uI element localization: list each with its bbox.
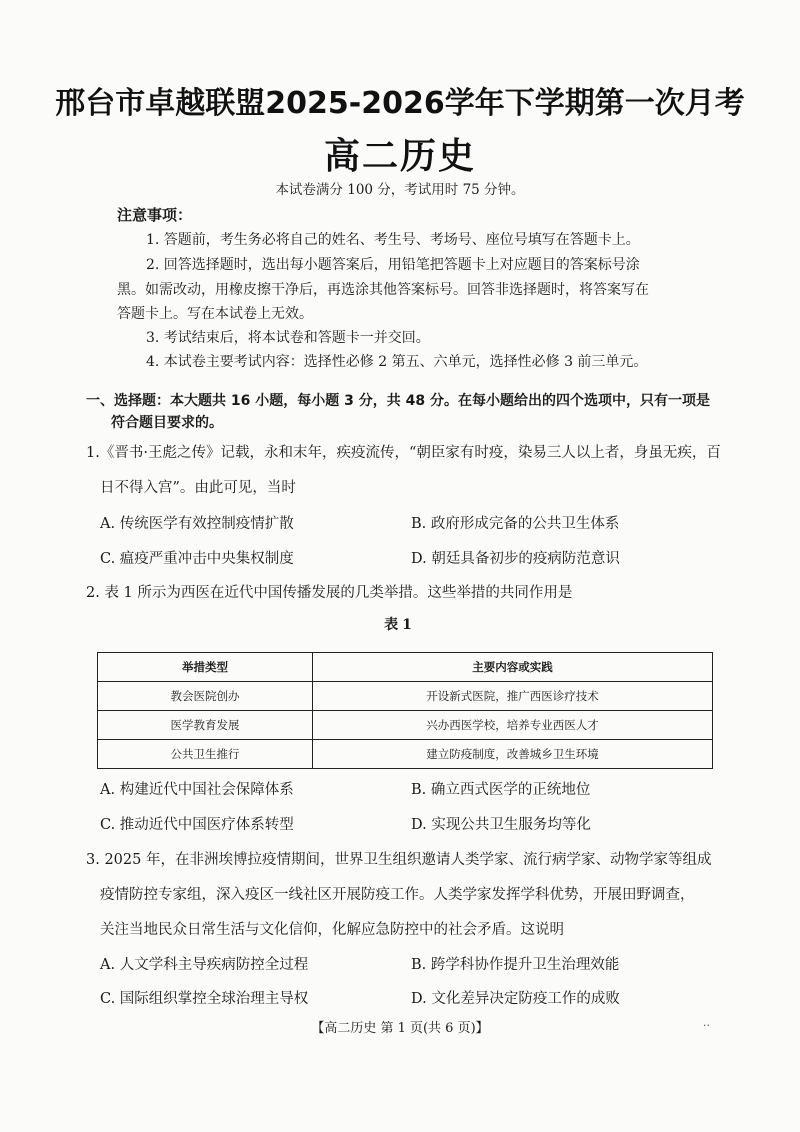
corner-mark: ·· [703,1019,710,1032]
notice-heading: 注意事项： [117,206,193,224]
question-3-option-d: D. 文化差异决定防疫工作的成败 [411,991,620,1007]
question-3-stem: 3. 2025 年，在非洲埃博拉疫情期间，世界卫生组织邀请人类学家、流行病学家、动物学家等组成 [86,852,712,868]
notice-item: 1. 答题前，考生务必将自己的姓名、考生号、考场号、座位号填写在答题卡上。 [146,232,640,248]
table-header-cell: 主要内容或实践 [313,653,713,682]
question-2-option-c: C. 推动近代中国医疗体系转型 [100,817,294,833]
table-cell: 公共卫生推行 [98,740,313,769]
table-row [98,682,713,711]
section-heading-line: 符合题目要求的。 [111,415,223,431]
question-3-stem: 关注当地民众日常生活与文化信仰，化解应急防控中的社会矛盾。这说明 [100,922,564,938]
measures-table [97,652,713,769]
question-3-option-c: C. 国际组织掌控全球治理主导权 [100,991,309,1007]
table-header-cell: 举措类型 [98,653,313,682]
question-3-option-a: A. 人文学科主导疾病防控全过程 [100,957,309,973]
question-2-stem: 2. 表 1 所示为西医在近代中国传播发展的几类举措。这些举措的共同作用是 [86,585,573,601]
table-cell: 开设新式医院，推广西医诊疗技术 [313,682,713,711]
table-header-row [98,653,713,682]
question-2-option-d: D. 实现公共卫生服务均等化 [411,817,591,833]
table-caption: 表1 [384,617,416,633]
score-time-line: 本试卷满分 100 分，考试用时 75 分钟。 [275,182,525,198]
question-1-option-b: B. 政府形成完备的公共卫生体系 [411,516,620,532]
notice-item: 黑。如需改动，用橡皮擦干净后，再选涂其他答案标号。回答非选择题时，将答案写在 [117,282,649,298]
table-cell: 医学教育发展 [98,711,313,740]
table-row [98,711,713,740]
notice-item: 3. 考试结束后，将本试卷和答题卡一并交回。 [146,330,430,346]
question-2-option-a: A. 构建近代中国社会保障体系 [100,782,294,798]
table-row [98,740,713,769]
question-3-option-b: B. 跨学科协作提升卫生治理效能 [411,957,620,973]
question-1-stem: 1.《晋书·王彪之传》记载，永和末年，疾疫流传，“朝臣家有时疫，染易三人以上者，身虽无疾，百 [86,445,721,461]
notice-item: 4. 本试卷主要考试内容：选择性必修 2 第五、六单元，选择性必修 3 前三单元。 [146,354,648,370]
notice-item: 答题卡上。写在本试卷上无效。 [117,306,313,322]
question-3-stem: 疫情防控专家组，深入疫区一线社区开展防疫工作。人类学家发挥学科优势，开展田野调查， [100,887,695,903]
notice-item: 2. 回答选择题时，选出每小题答案后，用铅笔把答题卡上对应题目的答案标号涂 [146,257,640,273]
question-1-option-a: A. 传统医学有效控制疫情扩散 [100,516,294,532]
table-cell: 建立防疫制度，改善城乡卫生环境 [313,740,713,769]
question-1-stem: 日不得入宫”。由此可见，当时 [100,480,296,496]
question-2-option-b: B. 确立西式医学的正统地位 [411,782,591,798]
question-1-option-c: C. 瘟疫严重冲击中央集权制度 [100,551,294,567]
section-heading [86,390,716,434]
section-heading-line: 一、选择题：本大题共 16 小题，每小题 3 分，共 48 分。在每小题给出的四个选项中，只有一项是 [86,393,710,409]
page-footer: 【高二历史 第 1 页(共 6 页)】 [311,1021,489,1036]
table-cell: 教会医院创办 [98,682,313,711]
exam-title: 邢台市卓越联盟2025-2026学年下学期第一次月考 [55,86,745,121]
table-cell: 兴办西医学校，培养专业西医人才 [313,711,713,740]
question-1-option-d: D. 朝廷具备初步的疫病防范意识 [411,551,620,567]
subject-title: 高二历史 [323,136,476,177]
